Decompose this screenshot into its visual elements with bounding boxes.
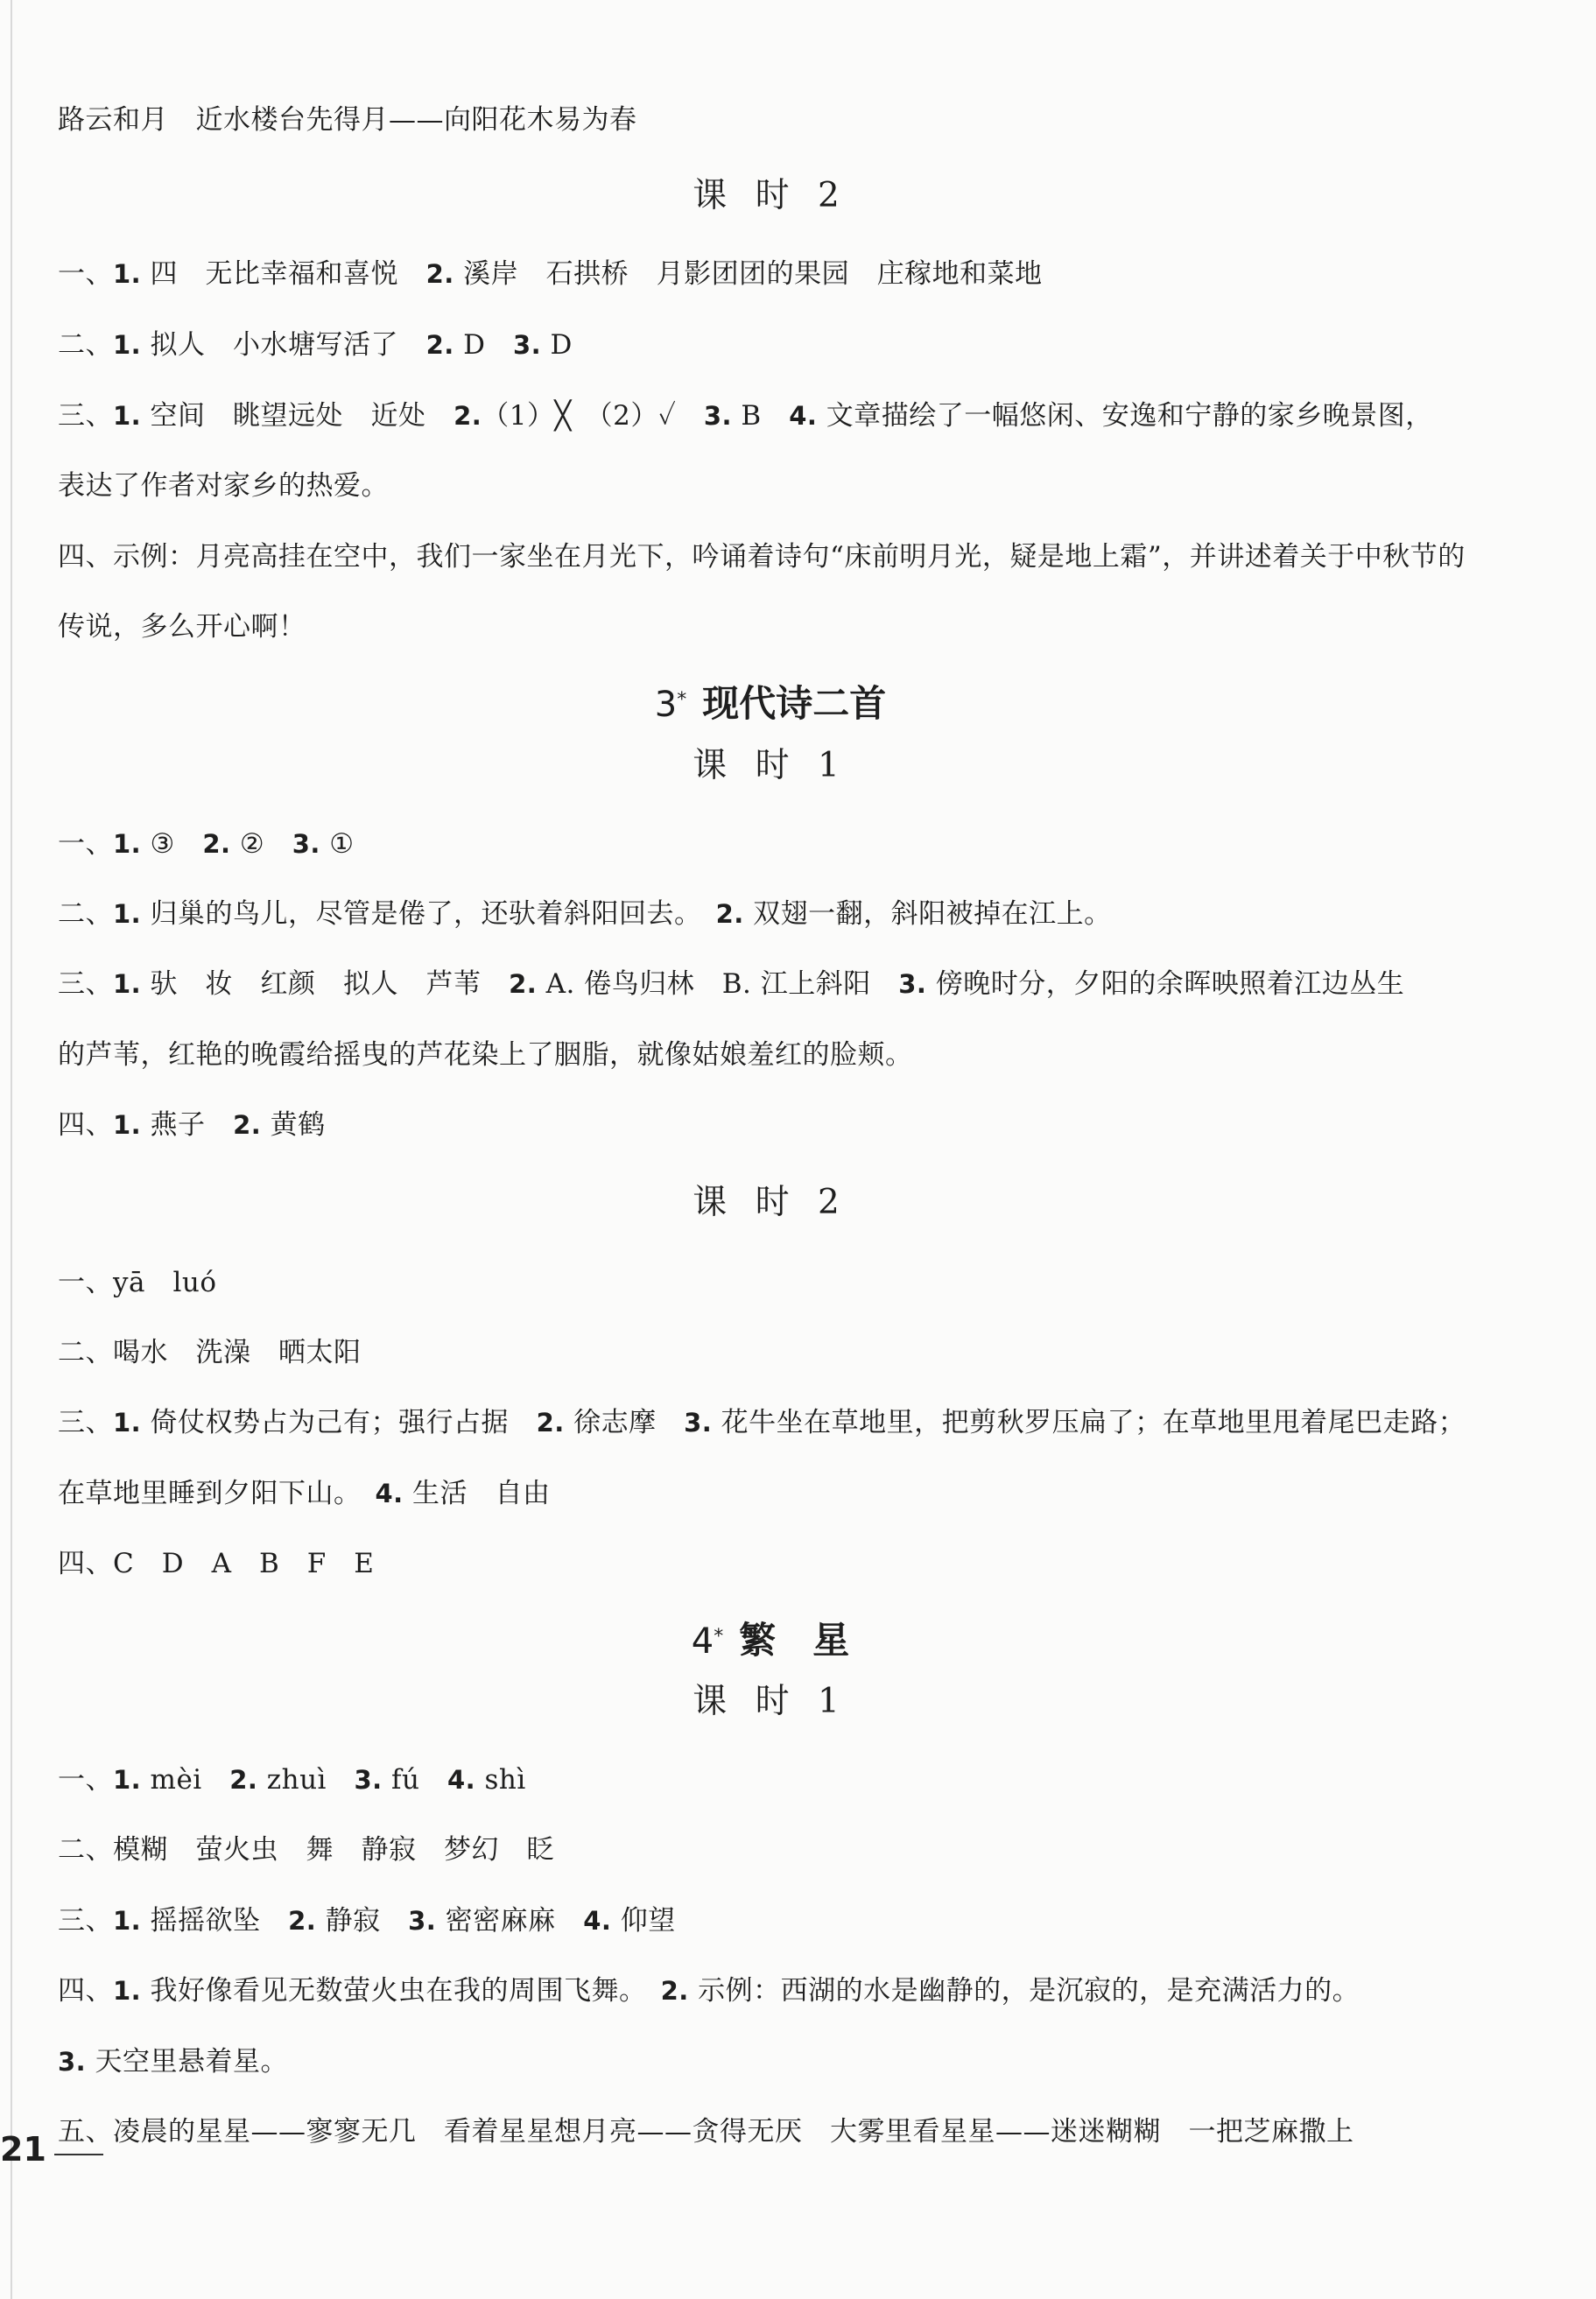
text-line: 三、1. 摇摇欲坠 2. 静寂 3. 密密麻麻 4. 仰望 bbox=[58, 1905, 676, 1937]
section-subtitle: 课 时 1 bbox=[693, 1682, 848, 1721]
text-line: 二、模糊 萤火虫 舞 静寂 梦幻 眨 bbox=[58, 1834, 554, 1866]
text-line: 二、1. 归巢的鸟儿，尽管是倦了，还驮着斜阳回去。 2. 双翅一翻，斜阳被掉在江上。 bbox=[58, 898, 1112, 930]
text-line: 一、1. mèi 2. zhuì 3. fú 4. shì bbox=[58, 1764, 526, 1796]
text-line: 二、喝水 洗澡 晒太阳 bbox=[58, 1337, 362, 1368]
text-line: 的芦苇，红艳的晚霞给摇曳的芦花染上了胭脂，就像姑娘羞红的脸颊。 bbox=[58, 1039, 913, 1071]
text-line: 四、示例：月亮高挂在空中，我们一家坐在月光下，吟诵着诗句“床前明月光，疑是地上霜”，并讲述着关于中秋节的 bbox=[58, 541, 1466, 573]
text-line: 二、1. 拟人 小水塘写活了 2. D 3. D bbox=[58, 329, 573, 361]
text-line: 三、1. 空间 眺望远处 近处 2.（1）╳ （2）✓ 3. B 4. 文章描绘了一幅悠闲、安逸和宁静的家乡晚景图， bbox=[58, 400, 1433, 432]
section-subtitle: 课 时 2 bbox=[693, 1183, 848, 1222]
text-line: 四、C D A B F E bbox=[58, 1548, 375, 1579]
text-line: 四、1. 我好像看见无数萤火虫在我的周围飞舞。 2. 示例：西湖的水是幽静的，是沉寂的，是充满活力的。 bbox=[58, 1975, 1360, 2007]
page-number-dash bbox=[54, 2154, 103, 2155]
text-line: 在草地里睡到夕阳下山。 4. 生活 自由 bbox=[58, 1478, 551, 1509]
text-line: 五、凌晨的星星——寥寥无几 看着星星想月亮——贪得无厌 大雾里看星星——迷迷糊糊 一把芝麻撒上 bbox=[58, 2116, 1354, 2148]
text-line: 传说，多么开心啊！ bbox=[58, 611, 306, 643]
text-line: 一、1. ③ 2. ② 3. ① bbox=[58, 828, 355, 860]
section-subtitle: 课 时 2 bbox=[693, 176, 848, 215]
text-line: 路云和月 近水楼台先得月——向阳花木易为春 bbox=[58, 104, 637, 136]
lesson-title: 3* 现代诗二首 bbox=[654, 682, 887, 725]
text-line: 表达了作者对家乡的热爱。 bbox=[58, 470, 389, 502]
text-line: 三、1. 驮 妆 红颜 拟人 芦苇 2. A. 倦鸟归林 B. 江上斜阳 3. 傍晚时分，夕阳的余晖映照着江边丛生 bbox=[58, 968, 1405, 1000]
text-line: 一、1. 四 无比幸福和喜悦 2. 溪岸 石拱桥 月影团团的果园 庄稼地和菜地 bbox=[58, 258, 1043, 290]
text-line: 3. 天空里悬着星。 bbox=[58, 2046, 289, 2078]
page-number: 21 bbox=[0, 2130, 46, 2169]
lesson-title: 4* 繁 星 bbox=[691, 1619, 850, 1662]
section-subtitle: 课 时 1 bbox=[693, 746, 848, 785]
text-line: 四、1. 燕子 2. 黄鹤 bbox=[58, 1109, 326, 1141]
text-line: 一、yā luó bbox=[58, 1267, 217, 1298]
text-line: 三、1. 倚仗权势占为己有；强行占据 2. 徐志摩 3. 花牛坐在草地里，把剪秋罗压扁了；在草地里甩着尾巴走路； bbox=[58, 1407, 1466, 1438]
